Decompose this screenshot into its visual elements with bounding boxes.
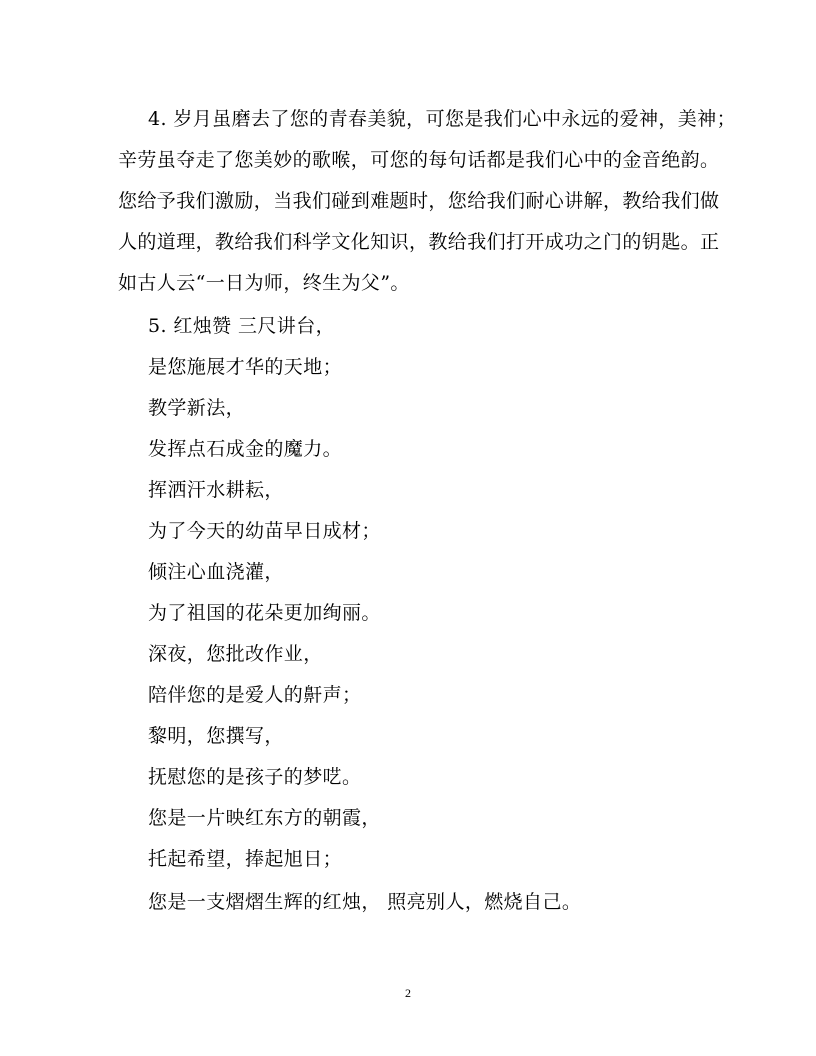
poem-line-9: 深夜，您批改作业， (148, 643, 323, 665)
paragraph-4-line-3: 您给予我们激励，当我们碰到难题时，您给我们耐心讲解，教给我们做 (118, 190, 720, 212)
poem-line-6: 为了今天的幼苗早日成材； (148, 520, 381, 542)
page-number: 2 (405, 986, 411, 1000)
poem-line-2: 是您施展才华的天地； (148, 356, 343, 378)
poem-line-1: 5. 红烛赞 三尺讲台， (148, 315, 336, 337)
poem-line-8: 为了祖国的花朵更加绚丽。 (148, 602, 381, 624)
poem-line-3: 教学新法， (148, 397, 246, 419)
paragraph-4-line-4: 人的道理，教给我们科学文化知识，教给我们打开成功之门的钥匙。正 (118, 231, 720, 253)
poem-line-5: 挥洒汗水耕耘， (148, 479, 284, 501)
poem-line-14: 托起希望，捧起旭日； (148, 848, 343, 870)
poem-line-7: 倾注心血浇灌， (148, 561, 284, 583)
poem-line-11: 黎明，您撰写， (148, 725, 284, 747)
poem-line-12: 抚慰您的是孩子的梦呓。 (148, 766, 362, 788)
paragraph-4-line-5: 如古人云“一日为师，终生为父”。 (118, 272, 410, 294)
poem-line-13: 您是一片映红东方的朝霞， (148, 807, 381, 829)
poem-line-10: 陪伴您的是爱人的鼾声； (148, 684, 362, 706)
poem-line-4: 发挥点石成金的魔力。 (148, 438, 343, 460)
paragraph-4-line-1: 4. 岁月虽磨去了您的青春美貌，可您是我们心中永远的爱神，美神； (148, 108, 736, 130)
paragraph-4-line-2: 辛劳虽夺走了您美妙的歌喉，可您的每句话都是我们心中的金音绝韵。 (118, 149, 720, 171)
poem-line-15: 您是一支熠熠生辉的红烛， 照亮别人，燃烧自己。 (148, 891, 582, 913)
